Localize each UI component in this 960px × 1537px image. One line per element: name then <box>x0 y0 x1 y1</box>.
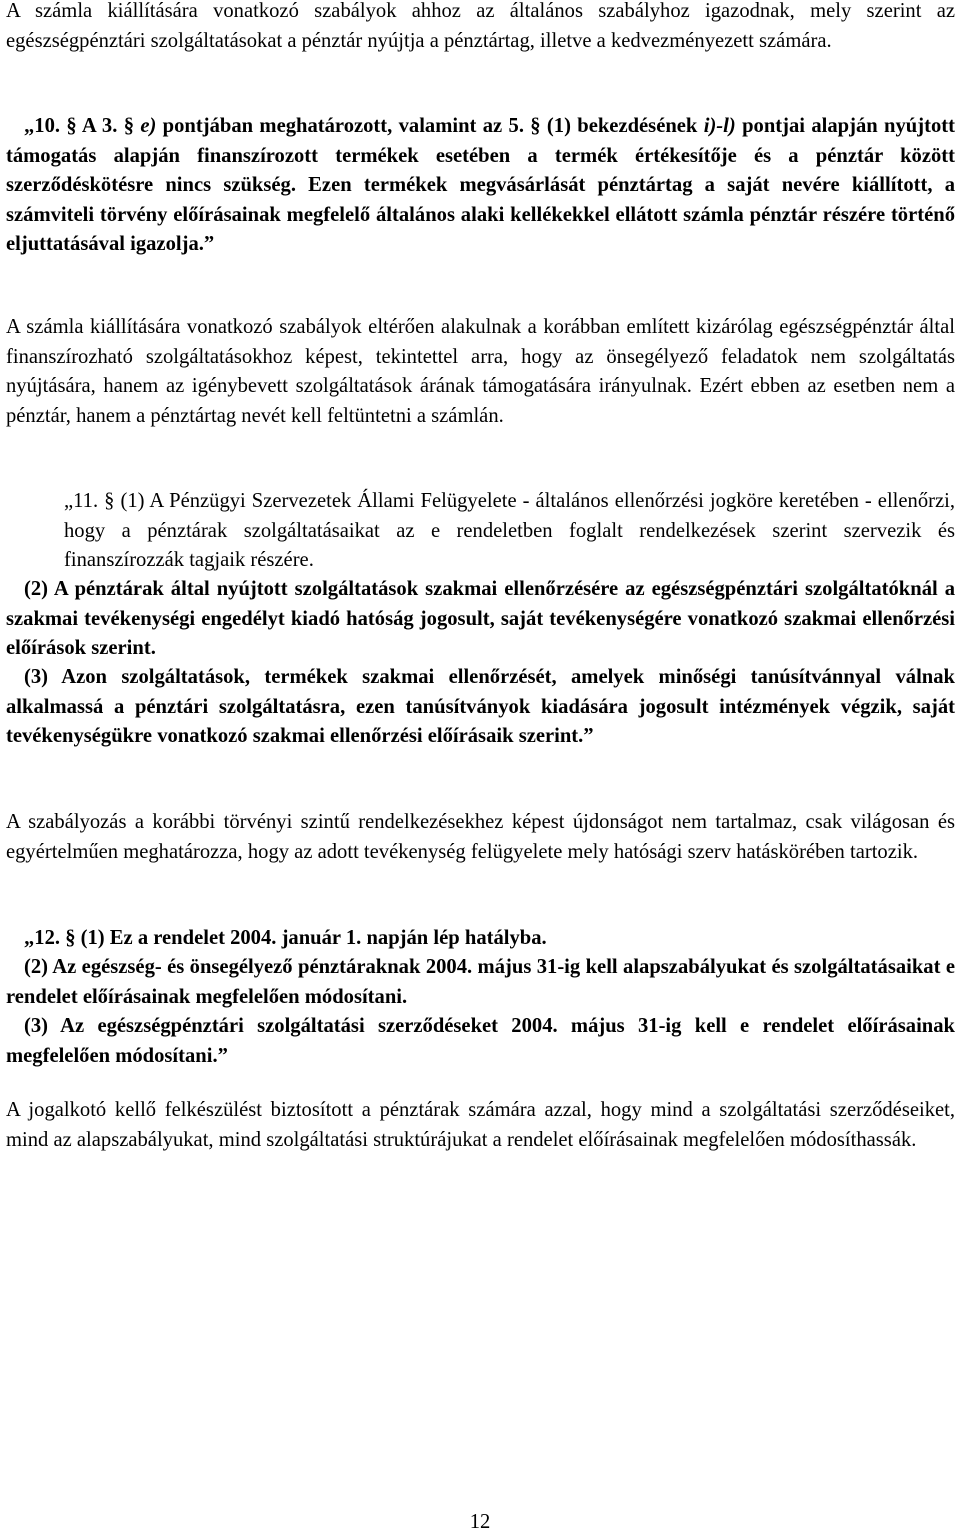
intro-paragraph: A számla kiállítására vonatkozó szabályok ahhoz az általános szabályhoz igazodnak, mely szerint az egészségpénztári szolgáltatásokat a pénztár nyújtja a pénztártag, illetve a kedvezményezett számára. <box>6 0 955 52</box>
section-12-paragraph-3: (3) Az egészségpénztári szolgáltatási szerződéseket 2004. május 31-ig kell e rendelet előírásainak megfelelően módosítani.” <box>6 1015 955 1067</box>
page-number: 12 <box>469 1511 491 1533</box>
explanation-paragraph-1: A számla kiállítására vonatkozó szabályok eltérően alakulnak a korábban említett kizárólag egészségpénztár által finanszírozható szolgáltatásokhoz képest, tekintettel arra, hogy az önsegélyező feladatok nem szolgáltatás nyújtására, hanem az igénybevett szolgáltatások árának támogatására irányulnak. Ezért ebben az esetben nem a pénztár, hanem a pénztártag nevét kell feltüntetni a számlán. <box>6 316 955 427</box>
explanation-paragraph-3: A jogalkotó kellő felkészülést biztosított a pénztárak számára azzal, hogy mind a szolgáltatási szerződéseiket, mind az alapszabályukat, mind szolgáltatási struktúrájukat a rendelet előírásainak megfelelően módosíthassák. <box>6 1099 955 1151</box>
section-12-paragraph-1: „12. § (1) Ez a rendelet 2004. január 1. napján lép hatályba. <box>24 927 547 949</box>
section-11-paragraph-2: (2) A pénztárak által nyújtott szolgáltatások szakmai ellenőrzésére az egészségpénztári szolgáltatóknál a szakmai tevékenységi engedélyt kiadó hatóság jogosult, saját tevékenységére vonatkozó szakmai ellenőrzési előírások szerint. <box>6 578 955 659</box>
explanation-paragraph-2: A szabályozás a korábbi törvényi szintű rendelkezésekhez képest újdonságot nem tartalmaz, csak világosan és egyértelműen meghatározza, hogy az adott tevékenység felügyelete mely hatósági szerv hatáskörében tartozik. <box>6 811 955 863</box>
section-11-paragraph-3: (3) Azon szolgáltatások, termékek szakmai ellenőrzését, amelyek minőségi tanúsítvánnyal válnak alkalmassá a pénztári szolgáltatásra, ezen tanúsítványok kiadására jogosult intézmények végzik, saját tevékenységükre vonatkozó szakmai ellenőrzési előírásaik szerint.” <box>6 666 955 747</box>
section-10-quote: „10. § A 3. § e) pontjában meghatározott, valamint az 5. § (1) bekezdésének i)-l) pontjai alapján nyújtott támogatás alapján finanszírozott termékek esetében a termék értékesítője és a pénztár között szerződéskötésre nincs szükség. Ezen termékek megvásárlását pénztártag a saját nevére kiállított, a számviteli törvény előírásainak megfelelő általános alaki kellékekkel ellátott számla pénztár részére történő eljuttatásával igazolja.” <box>6 115 955 255</box>
section-12-paragraph-2: (2) Az egészség- és önsegélyező pénztáraknak 2004. május 31-ig kell alapszabályukat és szolgáltatásaikat e rendelet előírásainak megfelelően módosítani. <box>6 956 955 1008</box>
section-11-paragraph-1: „11. § (1) A Pénzügyi Szervezetek Állami Felügyelete - általános ellenőrzési jogköre keretében - ellenőrzi, hogy a pénztárak szolgáltatásaikat az e rendeletben foglalt rendelkezések szerint szervezik és finanszírozzák tagjaik részére. <box>64 490 955 571</box>
